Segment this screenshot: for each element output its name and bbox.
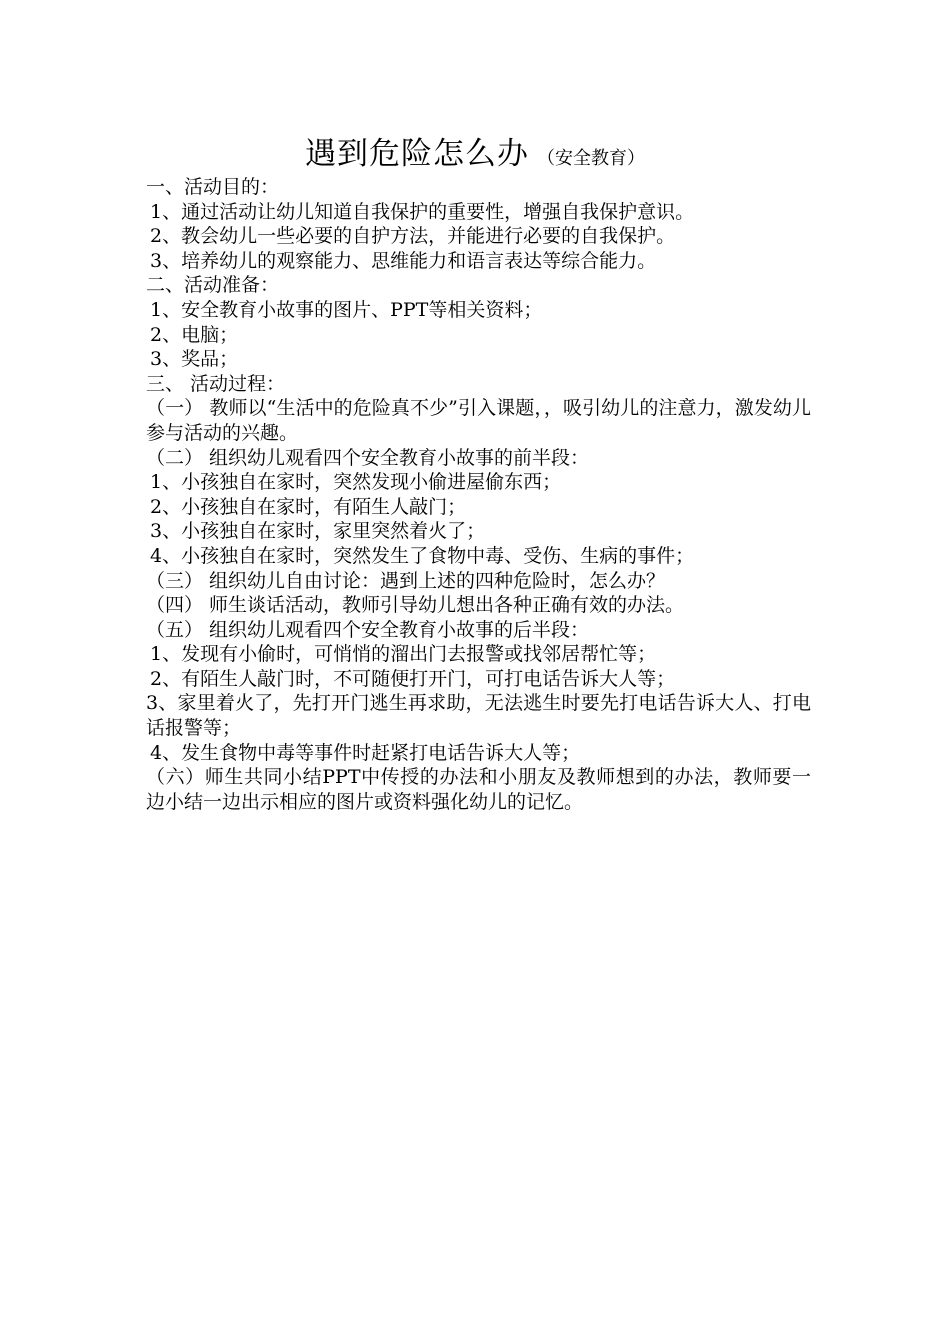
preparation-item: 1、安全教育小故事的图片、PPT等相关资料；: [150, 298, 543, 321]
goal-item: 1、通过活动让幼儿知道自我保护的重要性，增强自我保护意识。: [150, 200, 695, 223]
story-item: 3、小孩独自在家时，家里突然着火了；: [150, 520, 486, 543]
section-heading-preparation: 二、活动准备：: [146, 274, 280, 297]
preparation-item: 3、奖品；: [150, 348, 239, 371]
process-step-3: （三） 组织幼儿自由讨论：遇到上述的四种危险时，怎么办？: [146, 569, 666, 592]
process-step-2: （二） 组织幼儿观看四个安全教育小故事的前半段：: [146, 446, 590, 469]
solution-item: 3、家里着火了，先打开门逃生再求助，无法逃生时要先打电话告诉大人、打电话报警等；: [146, 692, 811, 740]
solution-item: 4、发生食物中毒等事件时赶紧打电话告诉大人等；: [150, 741, 581, 764]
process-step-5: （五） 组织幼儿观看四个安全教育小故事的后半段：: [146, 618, 590, 641]
story-item: 2、小孩独自在家时，有陌生人敲门；: [150, 495, 467, 518]
solution-item: 2、有陌生人敲门时，不可随便打开门，可打电话告诉大人等；: [150, 667, 676, 690]
goal-item: 2、教会幼儿一些必要的自护方法，并能进行必要的自我保护。: [150, 225, 676, 248]
goal-item: 3、培养幼儿的观察能力、思维能力和语言表达等综合能力。: [150, 249, 657, 272]
process-step-4: （四） 师生谈话活动，教师引导幼儿想出各种正确有效的办法。: [146, 594, 685, 617]
page-title: 遇到危险怎么办: [305, 136, 529, 172]
story-item: 4、小孩独自在家时，突然发生了食物中毒、受伤、生病的事件；: [150, 544, 695, 567]
solution-item: 1、发现有小偷时，可悄悄的溜出门去报警或找邻居帮忙等；: [150, 643, 657, 666]
story-item: 1、小孩独自在家时，突然发现小偷进屋偷东西；: [150, 471, 562, 494]
page-subtitle: （安全教育）: [537, 148, 645, 169]
section-heading-goals: 一、活动目的：: [146, 176, 280, 198]
preparation-item: 2、电脑；: [150, 323, 239, 346]
process-step-6: （六）师生共同小结PPT中传授的办法和小朋友及教师想到的办法，教师要一边小结一边出示相应的图片或资料强化幼儿的记忆。: [146, 766, 811, 813]
section-heading-process: 三、 活动过程：: [146, 372, 286, 395]
process-step-1: （一） 教师以“生活中的危险真不少”引入课题，，吸引幼儿的注意力，激发幼儿参与活动的兴趣。: [146, 397, 811, 444]
title-row: [0, 128, 950, 173]
document-body: [146, 175, 811, 814]
